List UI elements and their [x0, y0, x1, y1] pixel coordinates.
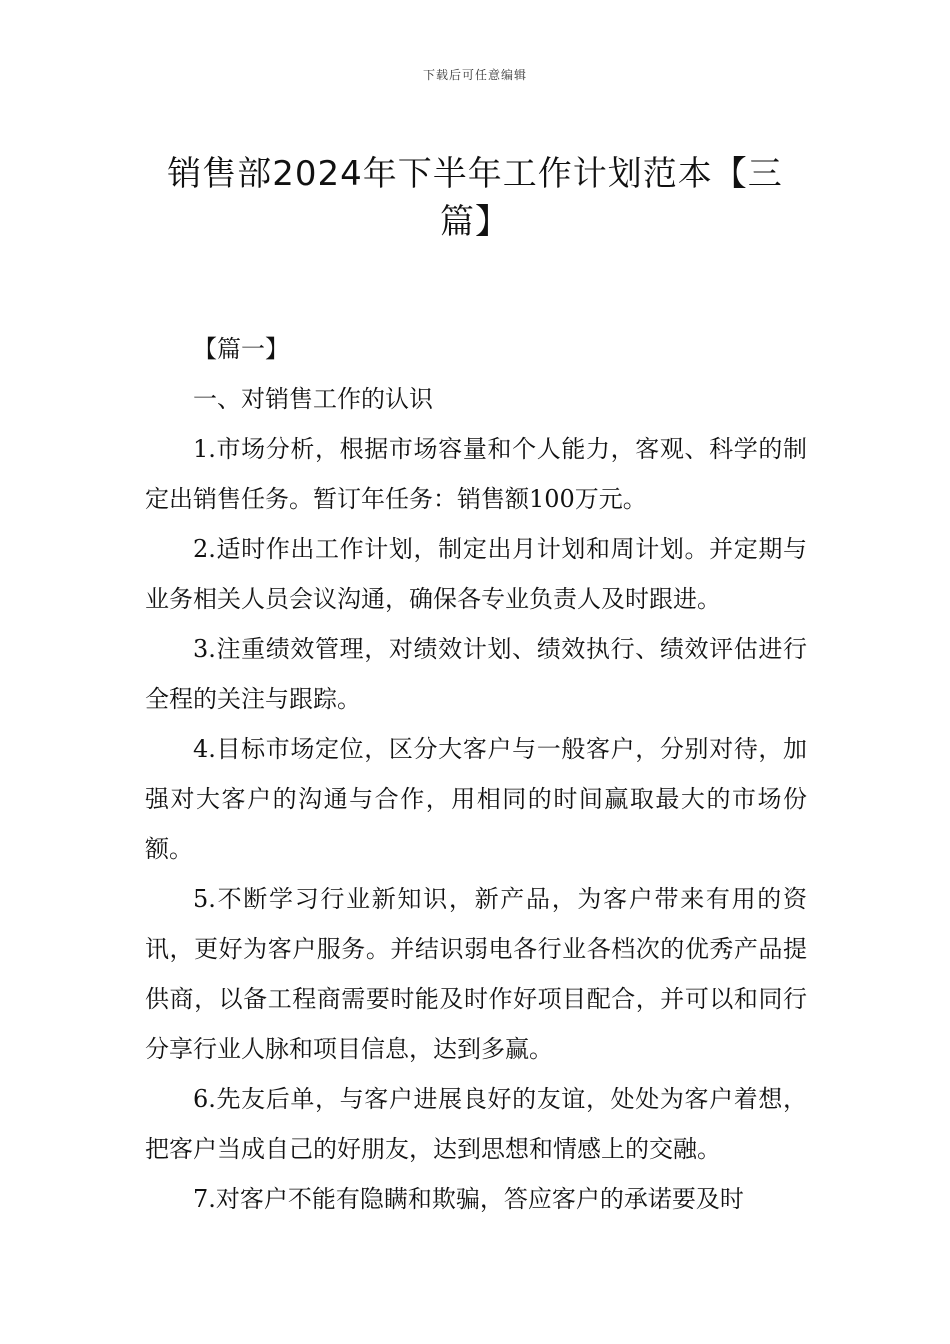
paragraph: 1.市场分析，根据市场容量和个人能力，客观、科学的制定出销售任务。暂订年任务：销售额100万元。 — [145, 435, 807, 513]
section-heading: 【篇一】 — [193, 335, 289, 363]
paragraph: 4.目标市场定位，区分大客户与一般客户，分别对待，加强对大客户的沟通与合作，用相同的时间赢取最大的市场份额。 — [145, 735, 807, 863]
subsection-heading: 一、对销售工作的认识 — [193, 385, 433, 413]
header-note: 下载后可任意编辑 — [422, 68, 527, 82]
paragraph: 7.对客户不能有隐瞒和欺骗，答应客户的承诺要及时 — [193, 1185, 744, 1213]
paragraph: 5.不断学习行业新知识，新产品，为客户带来有用的资讯，更好为客户服务。并结识弱电各行业各档次的优秀产品提供商，以备工程商需要时能及时作好项目配合，并可以和同行分享行业人脉和项目信息，达到多赢。 — [145, 885, 807, 1063]
paragraph: 2.适时作出工作计划，制定出月计划和周计划。并定期与业务相关人员会议沟通，确保各专业负责人及时跟进。 — [145, 535, 807, 613]
paragraph: 3.注重绩效管理，对绩效计划、绩效执行、绩效评估进行全程的关注与跟踪。 — [145, 635, 807, 713]
document-body — [145, 324, 807, 1224]
document-title: 销售部2024年下半年工作计划范本【三篇】 — [167, 154, 783, 242]
paragraph: 6.先友后单，与客户进展良好的友谊，处处为客户着想，把客户当成自己的好朋友，达到思想和情感上的交融。 — [145, 1085, 807, 1163]
